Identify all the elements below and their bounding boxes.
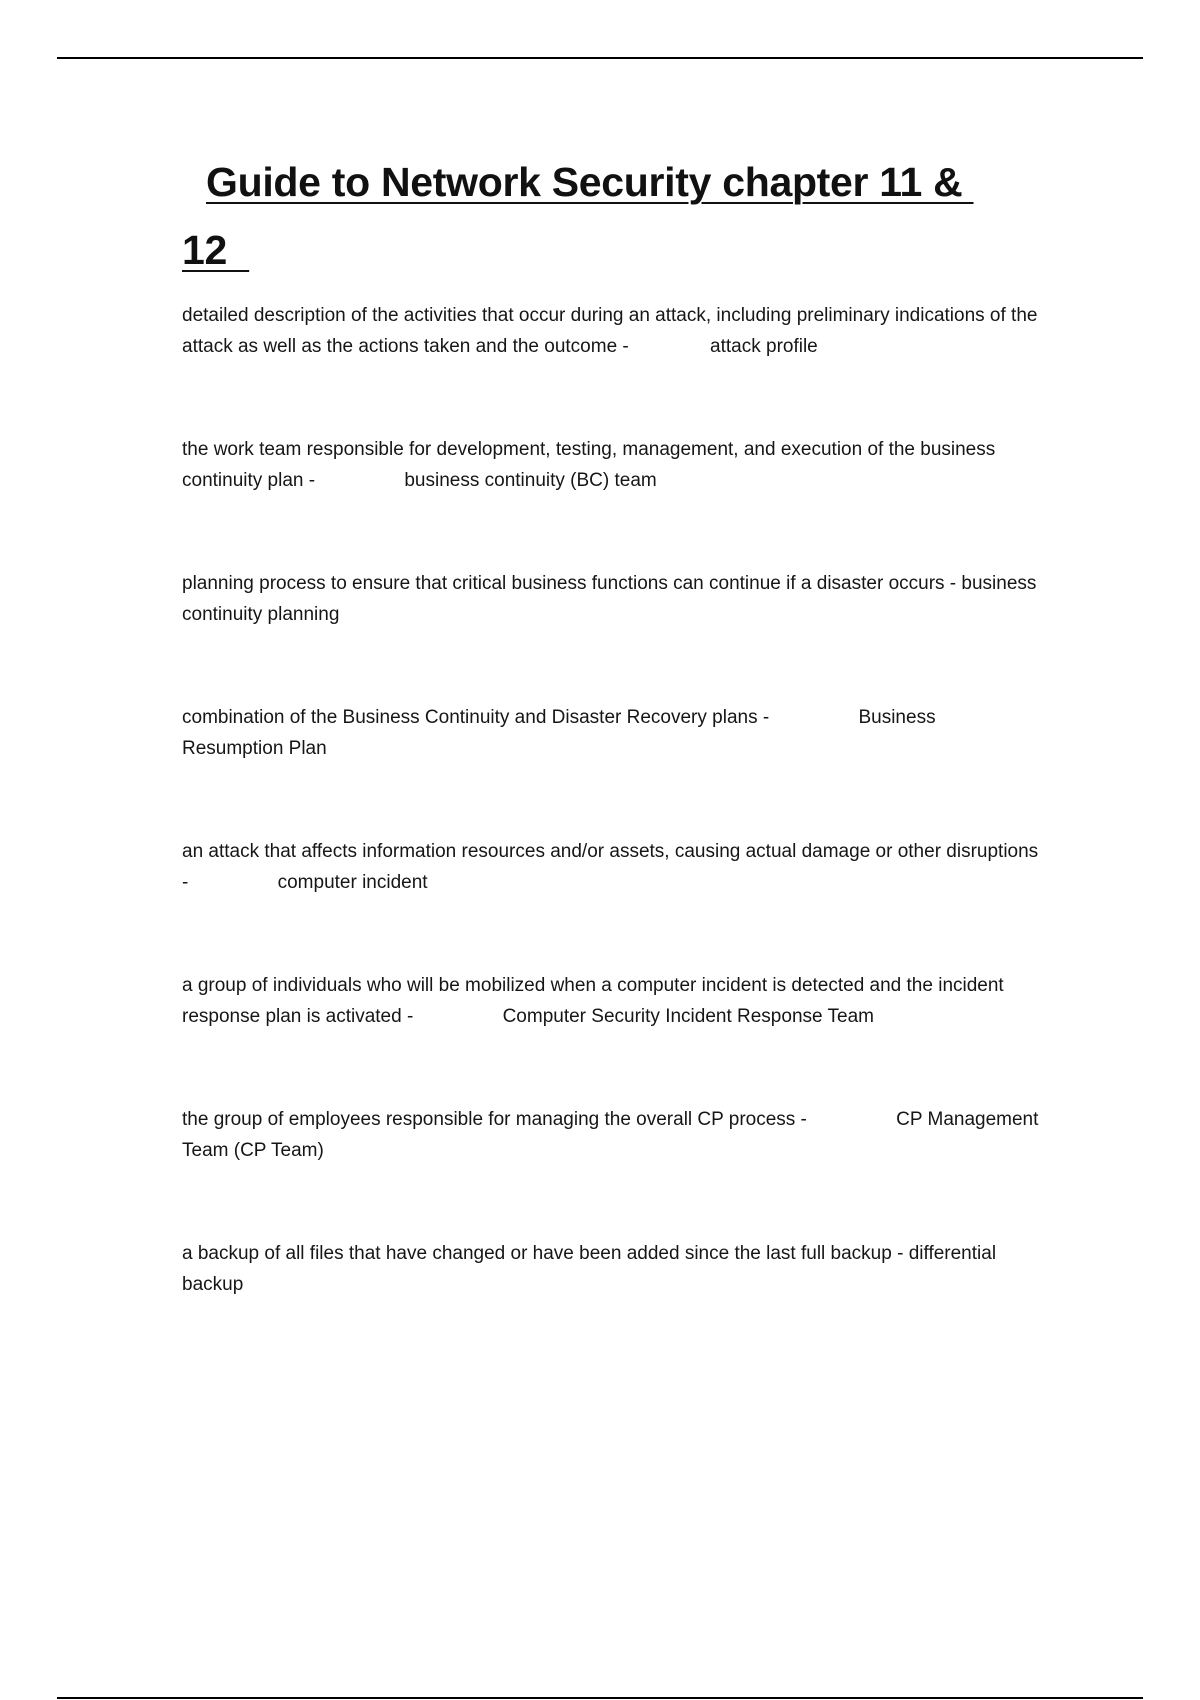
flashcard-1: [182, 300, 1042, 362]
title-line-1: Guide to Network Security chapter 11 &: [206, 159, 974, 205]
flashcard-7: [182, 1104, 1042, 1166]
flashcard-4: [182, 702, 1042, 764]
card-term: business continuity (BC) team: [404, 470, 657, 491]
card-definition: detailed description of the activities that occur during an attack, including preliminary indications of the attack as well as the actions taken and the outcome -: [182, 305, 1038, 357]
card-term: attack profile: [710, 336, 818, 357]
document-title: [182, 148, 1022, 284]
card-term: differential backup: [182, 1243, 997, 1295]
card-term: Computer Security Incident Response Team: [502, 1006, 874, 1027]
card-definition: an attack that affects information resources and/or assets, causing actual damage or other disruptions -: [182, 841, 1039, 893]
card-term: Business Resumption Plan: [182, 707, 936, 759]
card-definition: the group of employees responsible for managing the overall CP process -: [182, 1109, 813, 1130]
card-term: business continuity planning: [182, 573, 1037, 625]
card-definition: a group of individuals who will be mobilized when a computer incident is detected and the incident response plan is activated -: [182, 975, 1004, 1027]
flashcard-6: [182, 970, 1042, 1032]
header-rule: [57, 57, 1143, 59]
card-term: computer incident: [277, 872, 428, 893]
card-definition: the work team responsible for development, testing, management, and execution of the business continuity plan -: [182, 439, 996, 491]
card-definition: a backup of all files that have changed or have been added since the last full backup -: [182, 1243, 909, 1264]
card-definition: combination of the Business Continuity and Disaster Recovery plans -: [182, 707, 775, 728]
card-term: CP Management Team (CP Team): [182, 1109, 1039, 1161]
flashcard-5: [182, 836, 1042, 898]
footer-rule: [57, 1697, 1143, 1699]
flashcard-3: [182, 568, 1042, 630]
card-definition: planning process to ensure that critical business functions can continue if a disaster occurs -: [182, 573, 962, 594]
flashcard-2: [182, 434, 1042, 496]
title-line-2: 12: [182, 227, 250, 273]
flashcard-8: [182, 1238, 1042, 1300]
